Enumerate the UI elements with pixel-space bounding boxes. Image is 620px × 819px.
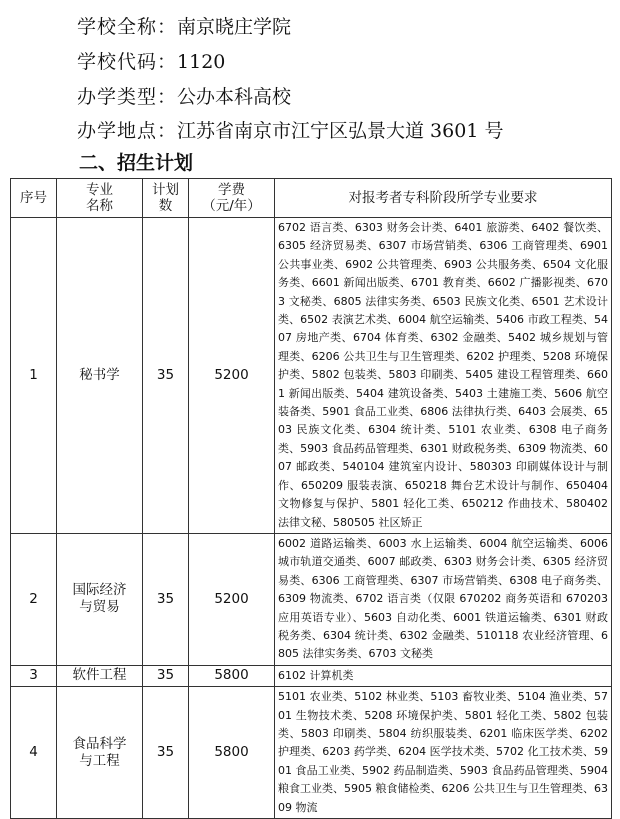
school-type-label: 办学类型：	[77, 86, 178, 108]
header-fee	[189, 179, 275, 218]
row-plan: 35	[143, 687, 189, 819]
row-fee: 5800	[189, 687, 275, 819]
row-requirements: 5101 农业类、5102 林业类、5103 畜牧业类、5104 渔业类、5701 生物技术类、5208 环境保护类、5801 轻化工类、5802 包装类、5803 印刷类、5804 纺织服装类、6201 临床医学类、6202 护理类、6203 药学类、6204 医学技术类、5702 化工技术类、5901 食品工业类、5902 药品制造类、5903 食品药品管理类、5904 粮食工业类、5905 粮食储检类、6206 公共卫生与卫生管理类、6309 物流	[275, 687, 612, 819]
row-requirements: 6702 语言类、6303 财务会计类、6401 旅游类、6402 餐饮类、6305 经济贸易类、6307 市场营销类、6306 工商管理类、6901 公共事业类、6902 公共管理类、6903 公共服务类、6504 文化服务类、6601 新闻出版类、6701 教育类、6602 广播影视类、6703 文秘类、6805 法律实务类、6503 民族文化类、6501 艺术设计类、6502 表演艺术类、6004 航空运输类、5406 市政工程类、5407 房地产类、6704 体育类、6302 金融类、5402 城乡规划与管理类、6206 公共卫生与卫生管理类、6202 护理类、5208 环境保护类、5802 包装类、5803 印刷类、5405 建设工程管理类、6601 新闻出版类、5404 建筑设备类、5403 土建施工类、5606 航空装备类、5901 食品工业类、6806 法律执行类、6403 会展类、6503 民族文化类、6304 统计类、5101 农业类、6308 电子商务类、5903 食品药品管理类、6301 财政税务类、6309 物流类、6007 邮政类、540104 建筑室内设计、580303 印刷媒体设计与制作、650209 服装表演、650218 舞台艺术设计与制作、650404 文物修复与保护、5801 轻化工类、650212 作曲技术、580402 法律文秘、580505 社区矫正	[275, 218, 612, 534]
header-requirements: 对报考者专科阶段所学专业要求	[275, 179, 612, 218]
row-fee: 5200	[189, 218, 275, 534]
table-row	[11, 533, 612, 665]
school-code-value: 1120	[177, 51, 226, 73]
row-fee: 5200	[189, 533, 275, 665]
school-type-value: 公办本科高校	[177, 86, 292, 108]
row-plan: 35	[143, 665, 189, 686]
school-location	[77, 119, 503, 143]
school-full-name-label: 学校全称：	[77, 16, 178, 38]
table-row	[11, 687, 612, 819]
row-seq: 3	[11, 665, 57, 686]
table-row	[11, 665, 612, 686]
row-seq: 2	[11, 533, 57, 665]
table-header-row	[11, 179, 612, 218]
school-full-name	[77, 15, 291, 39]
header-major-text: 专业 名称	[86, 182, 113, 214]
school-location-value: 江苏省南京市江宁区弘景大道 3601 号	[177, 120, 504, 142]
enrollment-plan-table	[10, 178, 612, 819]
row-requirements: 6102 计算机类	[275, 665, 612, 686]
header-major	[57, 179, 143, 218]
header-plan	[143, 179, 189, 218]
header-fee-text: 学费 （元/年）	[202, 182, 261, 214]
header-plan-text: 计划 数	[152, 182, 179, 214]
school-location-label: 办学地点：	[77, 120, 178, 142]
row-requirements: 6002 道路运输类、6003 水上运输类、6004 航空运输类、6006 城市轨道交通类、6007 邮政类、6303 财务会计类、6305 经济贸易类、6306 工商管理类、6307 市场营销类、6308 电子商务类、6309 物流类、6702 语言类（仅限 670202 商务英语和 670203 应用英语专业）、5603 自动化类、6001 铁道运输类、6301 财政税务类、6304 统计类、6302 金融类、510118 农业经济管理、6805 法律实务类、6703 文秘类	[275, 533, 612, 665]
section-title: 二、招生计划	[79, 152, 194, 174]
row-seq: 4	[11, 687, 57, 819]
school-type	[77, 85, 291, 109]
school-full-name-value: 南京晓庄学院	[177, 16, 292, 38]
row-major	[57, 687, 143, 819]
table-row	[11, 218, 612, 534]
row-major: 软件工程	[57, 665, 143, 686]
row-plan: 35	[143, 218, 189, 534]
row-major-text: 食品科学 与工程	[72, 735, 127, 769]
row-major	[57, 533, 143, 665]
row-plan: 35	[143, 533, 189, 665]
row-major-text: 国际经济 与贸易	[72, 582, 127, 616]
school-code	[77, 50, 225, 74]
school-code-label: 学校代码：	[77, 51, 178, 73]
row-seq: 1	[11, 218, 57, 534]
header-seq: 序号	[11, 179, 57, 218]
row-fee: 5800	[189, 665, 275, 686]
row-major: 秘书学	[57, 218, 143, 534]
